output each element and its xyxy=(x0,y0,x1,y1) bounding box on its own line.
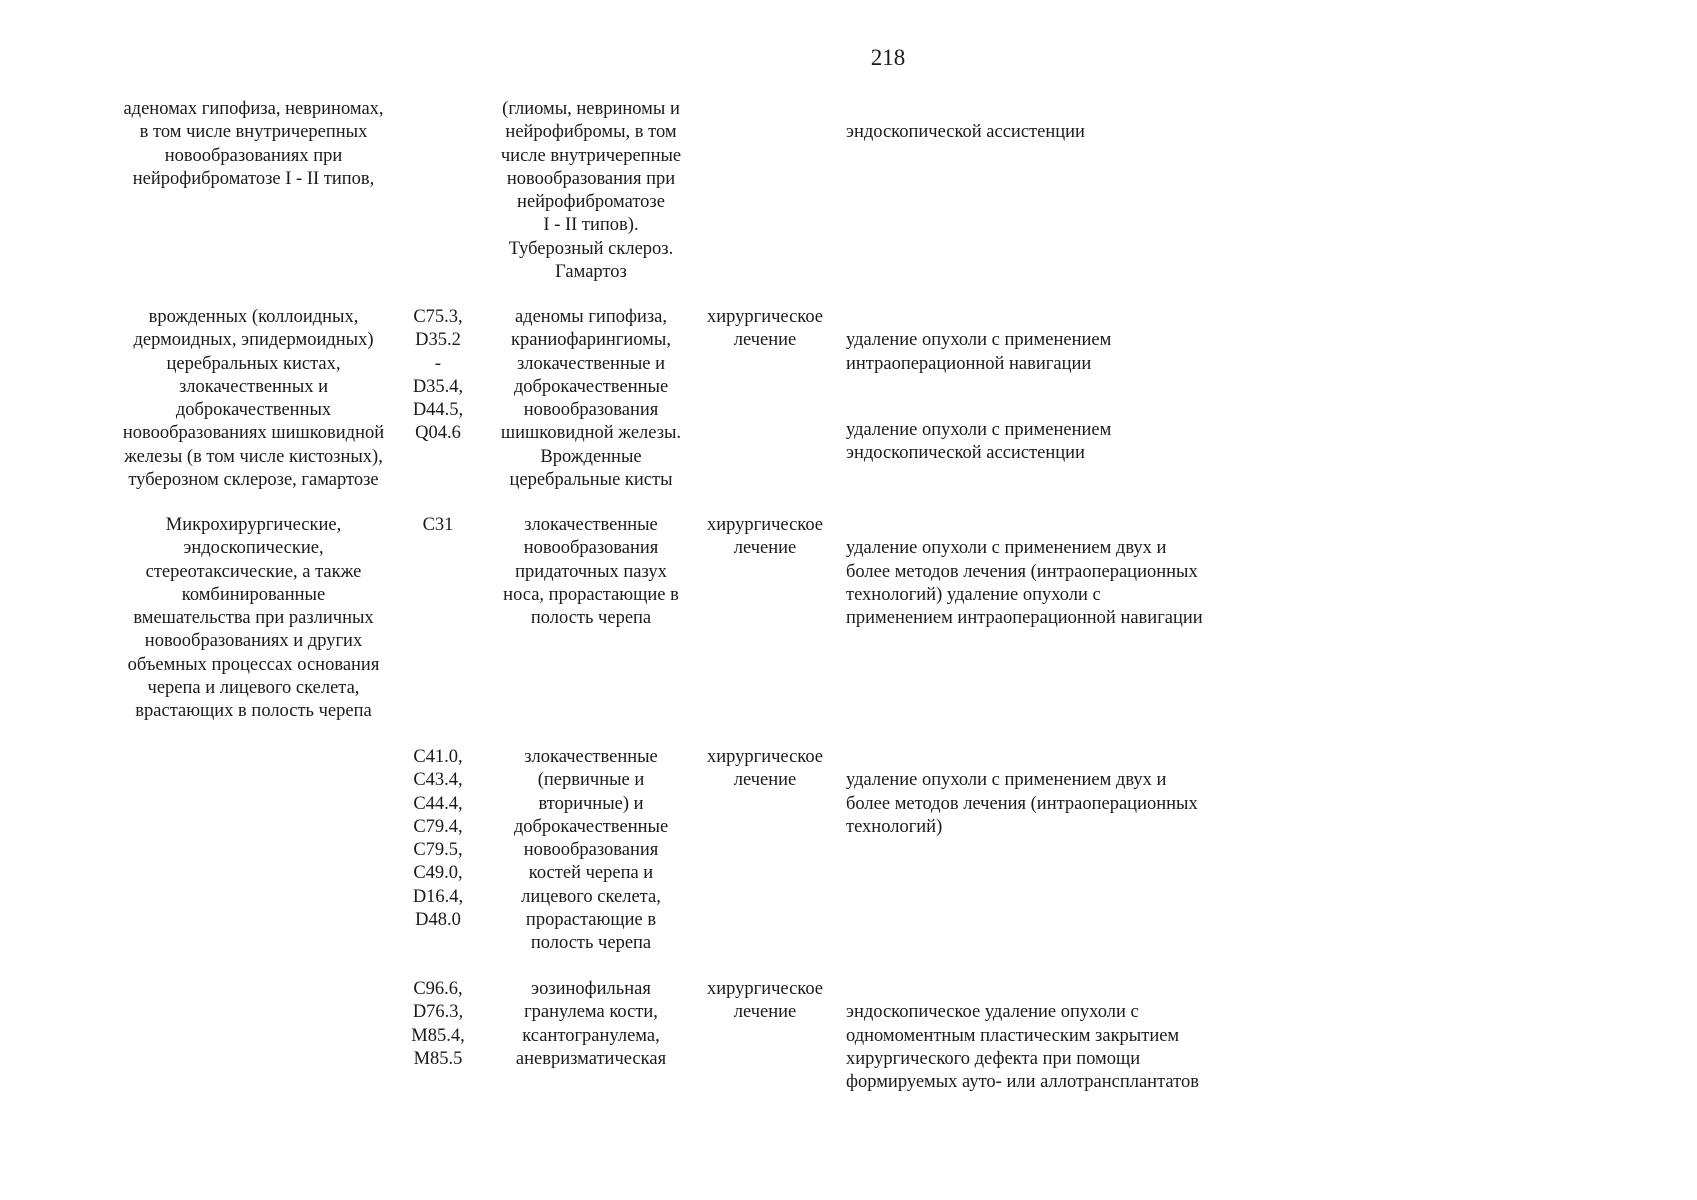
treatment-method-item: эндоскопическое удаление опухоли с одномоментным пластическим закрытием хирургического дефекта при помощи формируемых ауто- или аллотрансплантатов xyxy=(846,1002,1199,1093)
treatment-method-item: удаление опухоли с применением эндоскопической ассистенции xyxy=(846,420,1112,464)
treatment-method-item: удаление опухоли с применением интраоперационной навигации xyxy=(846,330,1112,374)
icd-code-cell: C41.0, C43.4, C44.4, C79.4, C79.5, C49.0, D16.4, D48.0 xyxy=(412,747,464,931)
treatment-type-cell: хирургическое лечение xyxy=(706,979,824,1023)
treatment-method-cell xyxy=(846,98,1266,168)
treatment-type-cell: хирургическое лечение xyxy=(706,307,824,351)
treatment-type-cell: хирургическое лечение xyxy=(706,747,824,791)
patient-model-cell: (глиомы, невриномы и нейрофибромы, в том числе внутричерепные новообразования при нейрофиброматозе I - II типов). Туберозный склероз. Гамартоз xyxy=(500,99,682,283)
intervention-description-cell: Микрохирургические, эндоскопические, стереотаксические, а также комбинированные вмешательства при различных новообразованиях и других объемных процессах основания черепа и лицевого скелета, врастающих в полость черепа xyxy=(127,515,380,722)
icd-code-cell: C31 xyxy=(422,515,454,535)
treatment-method-item: эндоскопической ассистенции xyxy=(846,122,1085,143)
icd-code-cell: C96.6, D76.3, M85.4, M85.5 xyxy=(411,979,465,1069)
patient-model-cell: аденомы гипофиза, краниофарингиомы, злокачественные и доброкачественные новообразования шишковидной железы. Врожденные церебральные кисты xyxy=(500,307,682,491)
page-number: 218 xyxy=(870,45,906,70)
icd-code-cell: C75.3, D35.2 - D35.4, D44.5, Q04.6 xyxy=(412,307,464,444)
patient-model-cell: злокачественные (первичные и вторичные) и доброкачественные новообразования костей черепа и лицевого скелета, прорастающие в полость черепа xyxy=(513,747,669,954)
treatment-method-cell xyxy=(846,306,1266,489)
patient-model-cell: эозинофильная гранулема кости, ксантогранулема, аневризматическая xyxy=(515,979,667,1069)
patient-model-cell: злокачественные новообразования придаточных пазух носа, прорастающие в полость черепа xyxy=(503,515,679,629)
treatment-method-cell xyxy=(846,746,1266,862)
treatment-method-cell xyxy=(846,514,1266,654)
treatment-type-cell: хирургическое лечение xyxy=(706,515,824,559)
intervention-description-cell: врожденных (коллоидных, дермоидных, эпидермоидных) церебральных кистах, злокачественных и доброкачественных новообразованиях шишковидной железы (в том числе кистозных), туберозном склерозе, гамартозе xyxy=(122,307,385,491)
treatment-method-item: удаление опухоли с применением двух и более методов лечения (интраоперационных технологий) удаление опухоли с применением интраоперационной навигации xyxy=(846,538,1203,629)
treatment-method-cell xyxy=(846,978,1266,1118)
intervention-description-cell: аденомах гипофиза, невриномах, в том числе внутричерепных новообразованиях при нейрофиброматозе I - II типов, xyxy=(123,99,384,189)
treatment-method-item: удаление опухоли с применением двух и более методов лечения (интраоперационных технологий) xyxy=(846,770,1198,837)
